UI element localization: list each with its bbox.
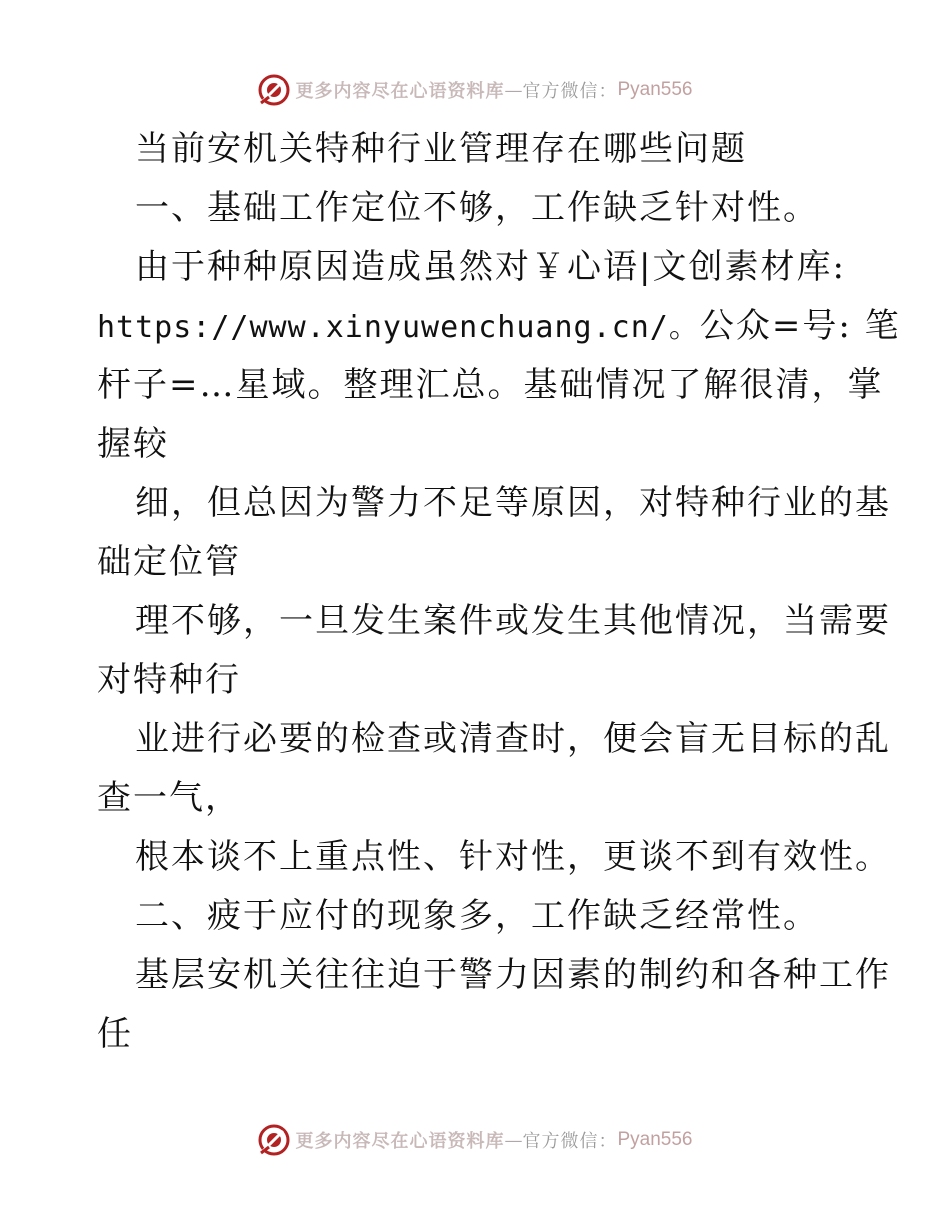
watermark-wechat-id: Pyan556	[617, 1129, 693, 1150]
watermark-separator: —	[504, 79, 523, 101]
watermark-wechat-label: 官方微信：	[522, 1131, 618, 1152]
paragraph-line: 业进行必要的检查或清查时，便会盲无目标的乱	[135, 719, 891, 759]
section-heading-2: 二、疲于应付的现象多，工作缺乏经常性。	[135, 896, 819, 936]
paragraph-line: 对特种行	[97, 660, 241, 700]
paragraph-line: 杆子=…星域。整理汇总。基础情况了解很清，掌	[97, 365, 884, 405]
paragraph-line: 任	[97, 1014, 133, 1054]
document-body	[97, 120, 901, 1064]
paragraph-line: 基层安机关往往迫于警力因素的制约和各种工作	[135, 955, 891, 995]
paragraph-line: 理不够，一旦发生案件或发生其他情况，当需要	[135, 601, 891, 641]
watermark-banner-bottom	[0, 1120, 950, 1160]
paragraph-line: 细，但总因为警力不足等原因，对特种行业的基	[135, 483, 891, 523]
watermark-text: 更多内容尽在心语资料库	[295, 81, 505, 102]
watermark-text: 更多内容尽在心语资料库	[295, 1131, 505, 1152]
paragraph-line: 根本谈不上重点性、针对性，更谈不到有效性。	[135, 837, 891, 877]
watermark-wechat-id: Pyan556	[617, 79, 693, 100]
watermark-banner-top	[0, 70, 950, 110]
paragraph-line	[97, 297, 901, 356]
paragraph-line-tail: 公众=号: 笔	[699, 306, 901, 346]
section-heading-1: 一、基础工作定位不够，工作缺乏针对性。	[135, 188, 819, 228]
pen-logo-icon	[257, 73, 291, 107]
paragraph-line: 握较	[97, 424, 169, 464]
watermark-separator: —	[504, 1129, 523, 1151]
document-title: 当前安机关特种行业管理存在哪些问题	[135, 129, 747, 169]
pen-logo-icon	[257, 1123, 291, 1157]
paragraph-line: 查一气，	[97, 778, 241, 818]
paragraph-line: 由于种种原因造成虽然对￥心语|文创素材库:	[135, 247, 846, 287]
url-text: https://www.xinyuwenchuang.cn/。	[97, 310, 700, 345]
watermark-wechat-label: 官方微信：	[522, 81, 618, 102]
paragraph-line: 础定位管	[97, 542, 241, 582]
